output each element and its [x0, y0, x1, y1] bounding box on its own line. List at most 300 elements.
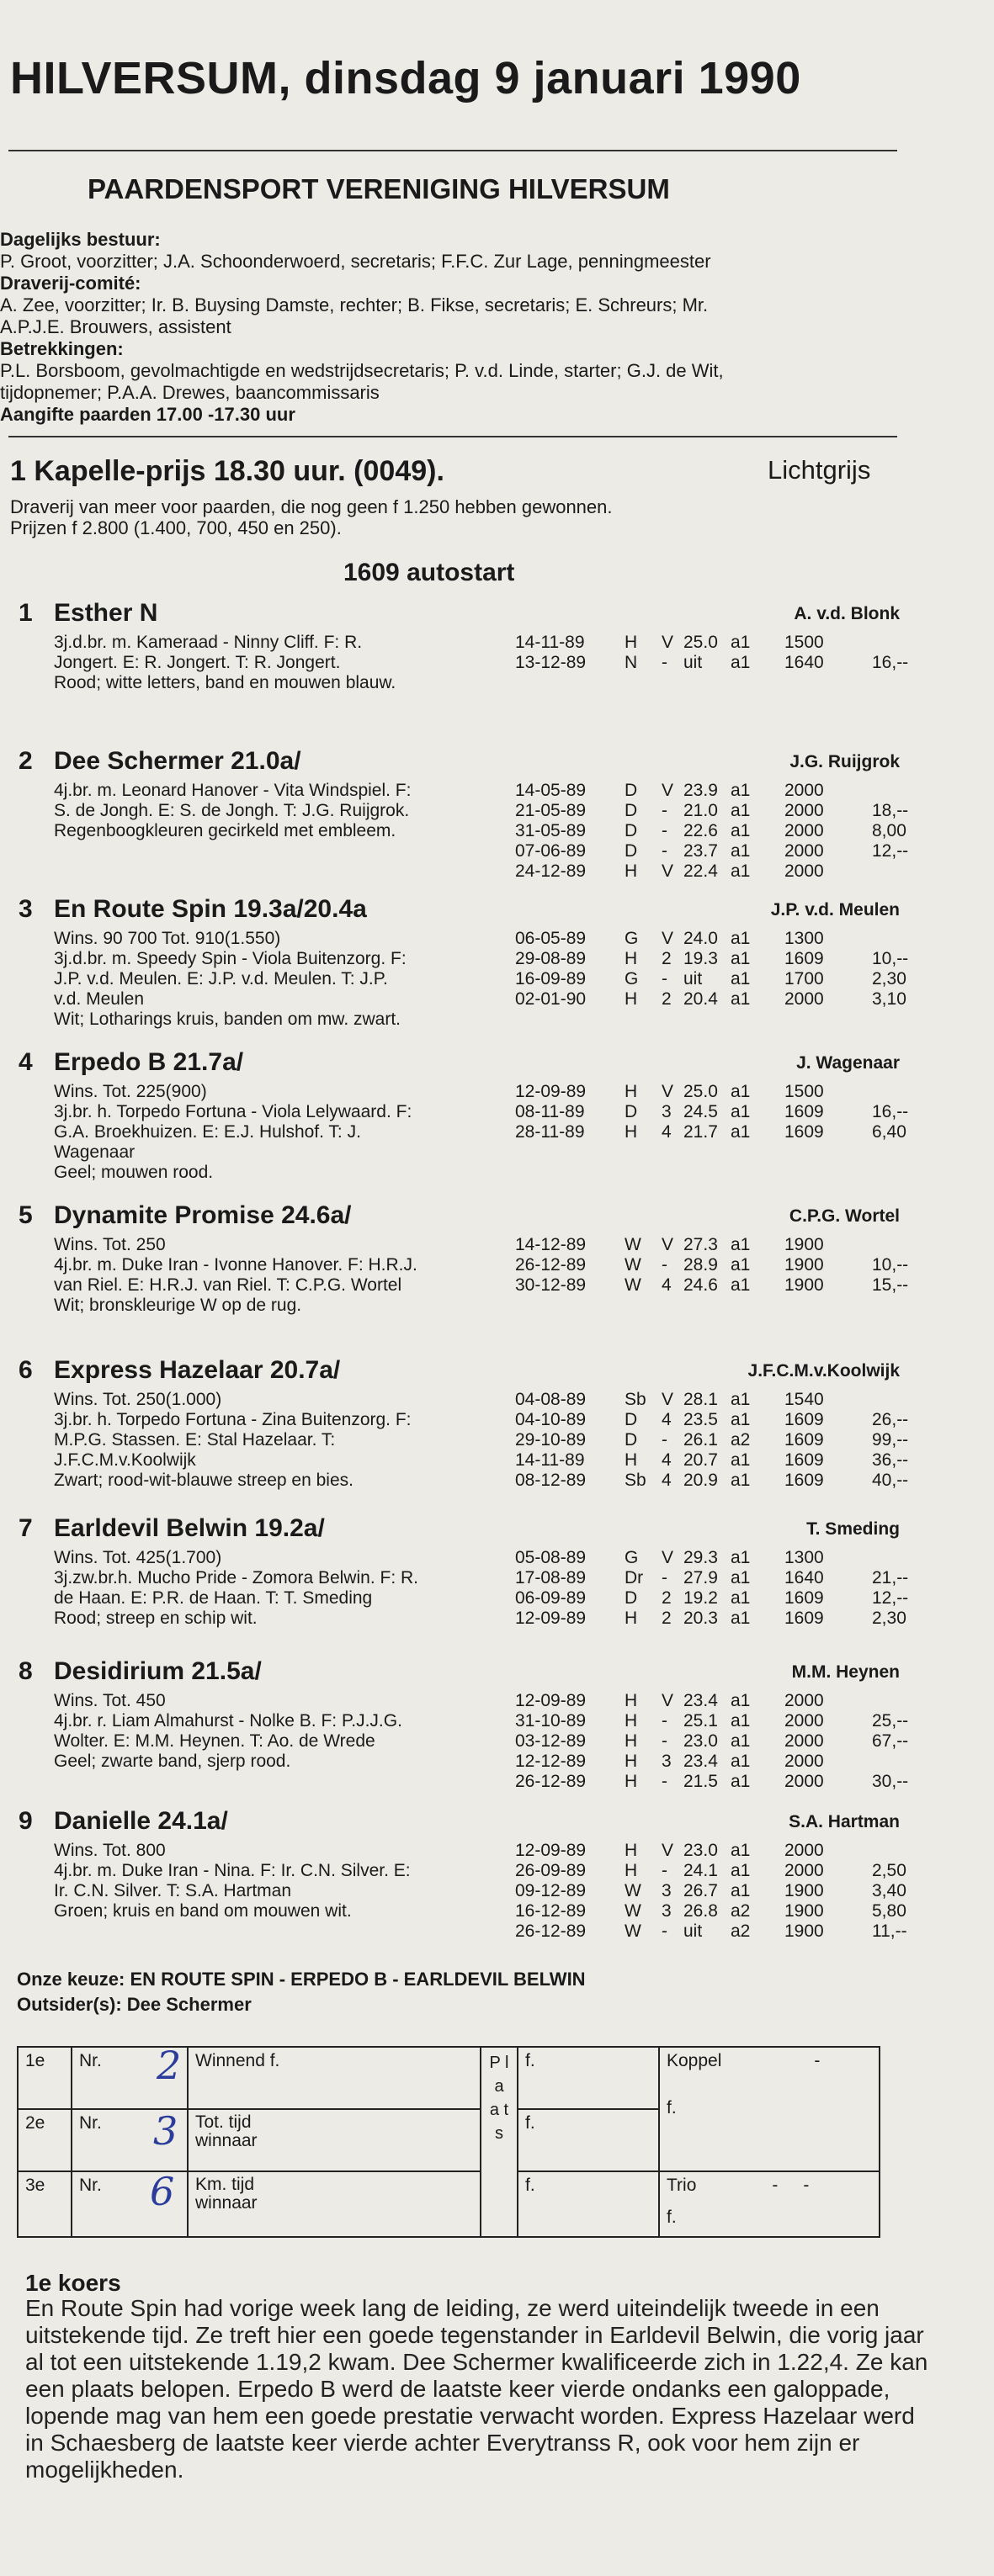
record-cell: H: [625, 1861, 638, 1880]
horse-info-line: Regenboogkleuren gecirkeld met embleem.: [54, 821, 396, 840]
record-cell: N: [625, 653, 638, 672]
record-cell: 1609: [784, 1410, 824, 1429]
record-cell: -: [662, 1731, 667, 1751]
record-cell: V: [662, 1841, 674, 1860]
record-cell: 16,--: [872, 653, 909, 672]
record-cell: 17-08-89: [515, 1568, 587, 1587]
horse-info-line: Wins. 90 700 Tot. 910(1.550): [54, 929, 281, 948]
record-cell: G: [625, 1548, 639, 1567]
record-cell: 1609: [784, 1102, 824, 1121]
record-cell: a1: [731, 1588, 751, 1608]
record-cell: 31-10-89: [515, 1711, 587, 1731]
record-cell: 2000: [784, 801, 824, 820]
trio-f[interactable]: f.: [667, 2208, 677, 2227]
record-cell: H: [625, 1691, 638, 1710]
record-cell: -: [662, 1568, 667, 1587]
divider: [8, 150, 897, 151]
record-cell: a1: [731, 821, 751, 840]
record-cell: 1540: [784, 1390, 824, 1409]
record-cell: 08-11-89: [515, 1102, 585, 1121]
record-cell: 11,--: [872, 1921, 907, 1941]
record-cell: a1: [731, 929, 751, 948]
record-cell: 1609: [784, 949, 824, 968]
record-cell: 1900: [784, 1881, 824, 1900]
horse-info-line: J.P. v.d. Meulen. E: J.P. v.d. Meulen. T: J.P.: [54, 969, 388, 989]
record-cell: H: [625, 1609, 638, 1628]
horse-number: 9: [19, 1807, 33, 1835]
record-cell: uit: [683, 1921, 703, 1941]
record-cell: a1: [731, 1711, 751, 1731]
plaats-label: P l a a t s: [481, 2047, 518, 2237]
report-title: 1e koers: [25, 2270, 121, 2296]
record-cell: -: [662, 1921, 667, 1941]
record-cell: a1: [731, 801, 751, 820]
record-cell: W: [625, 1275, 641, 1295]
header-heading: Draverij-comité:: [0, 273, 141, 294]
horse-number: 4: [19, 1048, 33, 1076]
record-cell: a1: [731, 1881, 751, 1900]
horse-name: Express Hazelaar 20.7a/: [54, 1356, 341, 1384]
horse-name: En Route Spin 19.3a/20.4a: [54, 895, 367, 923]
horse-number: 6: [19, 1356, 33, 1384]
record-cell: 1900: [784, 1275, 824, 1295]
record-cell: 10,--: [872, 1255, 909, 1275]
record-cell: 20.7: [683, 1450, 718, 1470]
horse-driver: J.G. Ruijgrok: [789, 752, 900, 771]
record-cell: a1: [731, 1122, 751, 1142]
record-cell: a2: [731, 1921, 751, 1941]
nr-cell-1[interactable]: Nr. 2: [72, 2047, 188, 2109]
record-cell: 12-12-89: [515, 1752, 587, 1771]
record-cell: 2,30: [872, 1609, 906, 1628]
header-heading: Betrekkingen:: [0, 338, 124, 359]
tottijd-label: Tot. tijd winnaar: [188, 2109, 481, 2171]
horse-name: Earldevil Belwin 19.2a/: [54, 1514, 325, 1542]
horse-info-line: 3j.zw.br.h. Mucho Pride - Zomora Belwin. F: R.: [54, 1568, 418, 1587]
record-cell: -: [662, 1772, 667, 1791]
horse-info-line: Zwart; rood-wit-blauwe streep en bies.: [54, 1471, 353, 1490]
header-line: P. Groot, voorzitter; J.A. Schoonderwoerd, secretaris; F.F.C. Zur Lage, penningmeester: [0, 251, 711, 272]
record-cell: 28.1: [683, 1390, 718, 1409]
record-cell: 21.7: [683, 1122, 718, 1142]
report-text: En Route Spin had vorige week lang de leiding, ze werd uiteindelijk tweede in een uitstekende tijd. Ze treft hier een goede tegenstander in Earldevil Belwin, die vorig jaar al tot een uitstekende 1.19,2 kwam. Dee Schermer kwalificeerde zich in 1.22,4. Ze kan een plaats belopen. Erpedo B werd de laatste keer vierde ondanks een galoppade, lopende mag van hem een goede prestatie verwacht worden. Express Hazelaar werd in Schaesberg de laatste keer vierde achter Everytranss R, ook voor hem zijn er mogelijkheden.: [25, 2295, 928, 2483]
record-cell: D: [625, 821, 638, 840]
record-cell: 12-09-89: [515, 1609, 587, 1628]
record-cell: a1: [731, 1568, 751, 1587]
record-cell: 04-10-89: [515, 1410, 587, 1429]
horse-driver: J.F.C.M.v.Koolwijk: [747, 1361, 900, 1381]
horse-driver: C.P.G. Wortel: [789, 1206, 900, 1226]
record-cell: W: [625, 1255, 641, 1275]
record-cell: 12-09-89: [515, 1841, 587, 1860]
record-cell: -: [662, 653, 667, 672]
record-cell: 2000: [784, 781, 824, 800]
horse-info-line: 3j.br. h. Torpedo Fortuna - Viola Lelywaard. F:: [54, 1102, 412, 1121]
record-cell: Sb: [625, 1471, 646, 1490]
record-cell: a1: [731, 1772, 751, 1791]
record-cell: 02-01-90: [515, 989, 587, 1009]
rank-2: 2e: [18, 2109, 72, 2171]
record-cell: 30,--: [872, 1772, 909, 1791]
record-cell: 12,--: [872, 841, 909, 861]
horse-info-line: Rood; streep en schip wit.: [54, 1609, 258, 1628]
record-cell: V: [662, 1082, 674, 1101]
record-cell: W: [625, 1235, 641, 1254]
horse-info-line: Ir. C.N. Silver. T: S.A. Hartman: [54, 1881, 292, 1900]
record-cell: 21.5: [683, 1772, 718, 1791]
record-cell: H: [625, 1752, 638, 1771]
record-cell: a1: [731, 1691, 751, 1710]
record-cell: 1609: [784, 1450, 824, 1470]
record-cell: 2000: [784, 1752, 824, 1771]
record-cell: 29.3: [683, 1548, 718, 1567]
record-cell: 2000: [784, 1772, 824, 1791]
record-cell: 24.5: [683, 1102, 718, 1121]
record-cell: 2000: [784, 1841, 824, 1860]
record-cell: 29-08-89: [515, 949, 587, 968]
record-cell: 25.1: [683, 1711, 718, 1731]
record-cell: H: [625, 1082, 638, 1101]
record-cell: 1500: [784, 1082, 824, 1101]
horse-info-line: Groen; kruis en band om mouwen wit.: [54, 1901, 352, 1921]
race-title: 1 Kapelle-prijs 18.30 uur. (0049).: [10, 455, 444, 487]
record-cell: 26.7: [683, 1881, 718, 1900]
record-cell: a1: [731, 1450, 751, 1470]
record-cell: V: [662, 1691, 674, 1710]
horse-driver: T. Smeding: [806, 1519, 900, 1539]
record-cell: 1609: [784, 1588, 824, 1608]
record-cell: 23.4: [683, 1752, 718, 1771]
horse-name: Desidirium 21.5a/: [54, 1657, 262, 1685]
kmtijd-label: Km. tijd winnaar: [188, 2171, 481, 2237]
record-cell: 1500: [784, 633, 824, 652]
record-cell: H: [625, 949, 638, 968]
horse-info-line: 3j.d.br. m. Speedy Spin - Viola Buitenzorg. F:: [54, 949, 407, 968]
record-cell: 19.3: [683, 949, 718, 968]
record-cell: -: [662, 969, 667, 989]
record-cell: 1300: [784, 1548, 824, 1567]
record-cell: uit: [683, 969, 703, 989]
record-cell: 2,50: [872, 1861, 906, 1880]
club-officials: [0, 229, 724, 426]
record-cell: 05-08-89: [515, 1548, 587, 1567]
horse-info-line: Wit; bronskleurige W op de rug.: [54, 1296, 302, 1315]
horse-info-line: 4j.br. m. Leonard Hanover - Vita Windspiel. F:: [54, 781, 412, 800]
record-cell: -: [662, 1255, 667, 1275]
record-cell: a1: [731, 1275, 751, 1295]
record-cell: H: [625, 861, 638, 881]
record-cell: 20.3: [683, 1609, 718, 1628]
record-cell: 2000: [784, 989, 824, 1009]
record-cell: 16-12-89: [515, 1901, 587, 1921]
nr-cell-3[interactable]: Nr. 6: [72, 2171, 188, 2237]
header-line: P.L. Borsboom, gevolmachtigde en wedstrijdsecretaris; P. v.d. Linde, starter; G.J. de Wit,: [0, 360, 724, 381]
rank-1: 1e: [18, 2047, 72, 2109]
horse-name: Erpedo B 21.7a/: [54, 1048, 244, 1076]
record-cell: 14-12-89: [515, 1235, 587, 1254]
divider: [8, 436, 897, 437]
horse-info-line: v.d. Meulen: [54, 989, 144, 1009]
record-cell: 04-08-89: [515, 1390, 587, 1409]
horse-info-line: M.P.G. Stassen. E: Stal Hazelaar. T:: [54, 1430, 336, 1450]
horse-info-line: Geel; mouwen rood.: [54, 1163, 214, 1182]
record-cell: a1: [731, 1609, 751, 1628]
record-cell: 1700: [784, 969, 824, 989]
record-cell: 3: [662, 1881, 672, 1900]
record-cell: 25,--: [872, 1711, 909, 1731]
record-cell: 08-12-89: [515, 1471, 587, 1490]
record-cell: a2: [731, 1430, 751, 1450]
record-cell: a1: [731, 1861, 751, 1880]
record-cell: 2000: [784, 1861, 824, 1880]
record-cell: a1: [731, 949, 751, 968]
record-cell: 3,10: [872, 989, 906, 1009]
record-cell: -: [662, 1430, 667, 1450]
record-cell: 24.6: [683, 1275, 718, 1295]
horse-driver: J. Wagenaar: [796, 1053, 900, 1073]
record-cell: 2000: [784, 821, 824, 840]
horse-info-line: Wolter. E: M.M. Heynen. T: Ao. de Wrede: [54, 1731, 375, 1751]
record-cell: D: [625, 781, 638, 800]
record-cell: 1900: [784, 1901, 824, 1921]
record-cell: 26-12-89: [515, 1255, 587, 1275]
record-cell: 2: [662, 989, 672, 1009]
record-cell: 1900: [784, 1921, 824, 1941]
horse-name: Danielle 24.1a/: [54, 1807, 228, 1835]
handwritten-number: 6: [150, 2169, 175, 2214]
record-cell: 15,--: [872, 1275, 909, 1295]
horse-info-line: 3j.br. h. Torpedo Fortuna - Zina Buitenzorg. F:: [54, 1410, 412, 1429]
header-heading: Aangifte paarden 17.00 -17.30 uur: [0, 404, 295, 425]
horse-number: 2: [19, 747, 33, 775]
record-cell: -: [662, 801, 667, 820]
record-cell: D: [625, 1102, 638, 1121]
record-cell: D: [625, 801, 638, 820]
record-cell: -: [662, 821, 667, 840]
record-cell: 12,--: [872, 1588, 909, 1608]
horse-info-line: 4j.br. m. Duke Iran - Nina. F: Ir. C.N. Silver. E:: [54, 1861, 411, 1880]
record-cell: 06-05-89: [515, 929, 587, 948]
record-cell: a1: [731, 1410, 751, 1429]
record-cell: 03-12-89: [515, 1731, 587, 1751]
horse-info-line: Wins. Tot. 800: [54, 1841, 166, 1860]
horse-name: Dynamite Promise 24.6a/: [54, 1201, 352, 1229]
record-cell: H: [625, 1841, 638, 1860]
koppel-f[interactable]: f.: [667, 2098, 677, 2118]
record-cell: 26.1: [683, 1430, 718, 1450]
record-cell: 24.0: [683, 929, 718, 948]
winnend-label: Winnend f.: [188, 2047, 481, 2109]
record-cell: 20.4: [683, 989, 718, 1009]
record-cell: 16,--: [872, 1102, 909, 1121]
record-cell: a1: [731, 841, 751, 861]
record-cell: H: [625, 1450, 638, 1470]
record-cell: 26.8: [683, 1901, 718, 1921]
nr-cell-2[interactable]: Nr. 3: [72, 2109, 188, 2171]
record-cell: a1: [731, 1082, 751, 1101]
horse-info-line: Rood; witte letters, band en mouwen blauw.: [54, 673, 396, 692]
record-cell: 1640: [784, 1568, 824, 1587]
outsiders: Outsider(s): Dee Schermer: [17, 1994, 252, 2015]
record-cell: 4: [662, 1275, 672, 1295]
record-cell: 4: [662, 1410, 672, 1429]
horse-info-line: Wins. Tot. 250(1.000): [54, 1390, 222, 1409]
record-cell: 10,--: [872, 949, 909, 968]
record-cell: -: [662, 1861, 667, 1880]
record-cell: W: [625, 1881, 641, 1900]
record-cell: a1: [731, 633, 751, 652]
record-cell: 24.1: [683, 1861, 718, 1880]
record-cell: a1: [731, 1102, 751, 1121]
record-cell: a1: [731, 1548, 751, 1567]
horse-driver: J.P. v.d. Meulen: [770, 900, 900, 920]
record-cell: D: [625, 1430, 638, 1450]
horse-number: 3: [19, 895, 33, 923]
horse-info-line: Jongert. E: R. Jongert. T: R. Jongert.: [54, 653, 341, 672]
record-cell: D: [625, 841, 638, 861]
record-cell: 22.6: [683, 821, 718, 840]
record-cell: H: [625, 989, 638, 1009]
header-heading: Dagelijks bestuur:: [0, 229, 161, 250]
record-cell: H: [625, 1772, 638, 1791]
record-cell: V: [662, 1548, 674, 1567]
record-cell: a2: [731, 1901, 751, 1921]
record-cell: 2000: [784, 1691, 824, 1710]
record-cell: 2000: [784, 841, 824, 861]
record-cell: 16-09-89: [515, 969, 587, 989]
record-cell: 23.4: [683, 1691, 718, 1710]
record-cell: G: [625, 929, 639, 948]
record-cell: 1609: [784, 1471, 824, 1490]
record-cell: 5,80: [872, 1901, 906, 1921]
horse-info-line: Wins. Tot. 225(900): [54, 1082, 207, 1101]
record-cell: 19.2: [683, 1588, 718, 1608]
record-cell: a1: [731, 653, 751, 672]
header-line: tijdopnemer; P.A.A. Drewes, baancommissaris: [0, 382, 380, 403]
record-cell: -: [662, 1711, 667, 1731]
record-cell: 18,--: [872, 801, 909, 820]
record-cell: 23.0: [683, 1731, 718, 1751]
record-cell: a1: [731, 1255, 751, 1275]
horse-info-line: 3j.d.br. m. Kameraad - Ninny Cliff. F: R.: [54, 633, 363, 652]
record-cell: H: [625, 1711, 638, 1731]
record-cell: a1: [731, 1235, 751, 1254]
record-cell: H: [625, 633, 638, 652]
record-cell: 09-12-89: [515, 1881, 587, 1900]
record-cell: 26,--: [872, 1410, 909, 1429]
record-cell: a1: [731, 861, 751, 881]
plaats-f-2[interactable]: f.: [518, 2109, 659, 2171]
record-cell: 3: [662, 1901, 672, 1921]
horse-info-line: de Haan. E: P.R. de Haan. T: T. Smeding: [54, 1588, 373, 1608]
race-color: Lichtgrijs: [768, 455, 871, 485]
record-cell: H: [625, 1731, 638, 1751]
horse-driver: A. v.d. Blonk: [794, 604, 900, 623]
record-cell: 4: [662, 1122, 672, 1142]
record-cell: 3: [662, 1752, 672, 1771]
record-cell: 1900: [784, 1235, 824, 1254]
record-cell: a1: [731, 1841, 751, 1860]
horse-number: 5: [19, 1201, 33, 1229]
record-cell: Dr: [625, 1568, 644, 1587]
horse-info-line: van Riel. E: H.R.J. van Riel. T: C.P.G. Wortel: [54, 1275, 402, 1295]
record-cell: 12-09-89: [515, 1691, 587, 1710]
record-cell: 40,--: [872, 1471, 909, 1490]
record-cell: 2: [662, 1588, 672, 1608]
record-cell: 23.7: [683, 841, 718, 861]
record-cell: 1609: [784, 1609, 824, 1628]
record-cell: 1300: [784, 929, 824, 948]
record-cell: W: [625, 1921, 641, 1941]
horse-info-line: Wagenaar: [54, 1142, 136, 1162]
record-cell: 29-10-89: [515, 1430, 587, 1450]
record-cell: 2000: [784, 861, 824, 881]
record-cell: 21,--: [872, 1568, 909, 1587]
record-cell: 67,--: [872, 1731, 909, 1751]
record-cell: 31-05-89: [515, 821, 587, 840]
handwritten-number: 2: [157, 2043, 182, 2088]
plaats-f-1[interactable]: f.: [518, 2047, 659, 2109]
record-cell: a1: [731, 969, 751, 989]
header-line: A. Zee, voorzitter; Ir. B. Buysing Damste, rechter; B. Fikse, secretaris; E. Schreurs; Mr.: [0, 294, 709, 315]
record-cell: 13-12-89: [515, 653, 587, 672]
record-cell: 21-05-89: [515, 801, 587, 820]
record-cell: 8,00: [872, 821, 906, 840]
record-cell: 24-12-89: [515, 861, 587, 881]
horse-name: Dee Schermer 21.0a/: [54, 747, 301, 775]
record-cell: H: [625, 1122, 638, 1142]
trio-box: Trio - - f.: [659, 2171, 880, 2237]
result-form: [17, 2043, 880, 2238]
record-cell: 1609: [784, 1122, 824, 1142]
record-cell: a1: [731, 1731, 751, 1751]
record-cell: 25.0: [683, 633, 718, 652]
handwritten-number: 3: [153, 2108, 178, 2154]
horse-info-line: Wins. Tot. 425(1.700): [54, 1548, 222, 1567]
record-cell: 25.0: [683, 1082, 718, 1101]
horse-info-line: Geel; zwarte band, sjerp rood.: [54, 1752, 291, 1771]
record-cell: 6,40: [872, 1122, 906, 1142]
record-cell: 27.3: [683, 1235, 718, 1254]
horse-number: 8: [19, 1657, 33, 1685]
horse-name: Esther N: [54, 599, 158, 627]
record-cell: G: [625, 969, 639, 989]
record-cell: uit: [683, 653, 703, 672]
record-cell: 23.9: [683, 781, 718, 800]
record-cell: 07-06-89: [515, 841, 587, 861]
plaats-f-3[interactable]: f.: [518, 2171, 659, 2237]
horse-number: 1: [19, 599, 33, 627]
record-cell: 14-05-89: [515, 781, 587, 800]
record-cell: 23.5: [683, 1410, 718, 1429]
record-cell: V: [662, 781, 674, 800]
start-type: 1609 autostart: [343, 559, 515, 586]
record-cell: 12-09-89: [515, 1082, 587, 1101]
record-cell: 06-09-89: [515, 1588, 587, 1608]
horse-driver: M.M. Heynen: [791, 1662, 900, 1682]
record-cell: 3,40: [872, 1881, 906, 1900]
record-cell: 2,30: [872, 969, 906, 989]
record-cell: a1: [731, 1752, 751, 1771]
horse-info-line: Wins. Tot. 450: [54, 1691, 166, 1710]
record-cell: a1: [731, 1390, 751, 1409]
record-cell: 26-12-89: [515, 1921, 587, 1941]
record-cell: V: [662, 861, 674, 881]
record-cell: W: [625, 1901, 641, 1921]
record-cell: 22.4: [683, 861, 718, 881]
record-cell: 2: [662, 949, 672, 968]
record-cell: 26-09-89: [515, 1861, 587, 1880]
